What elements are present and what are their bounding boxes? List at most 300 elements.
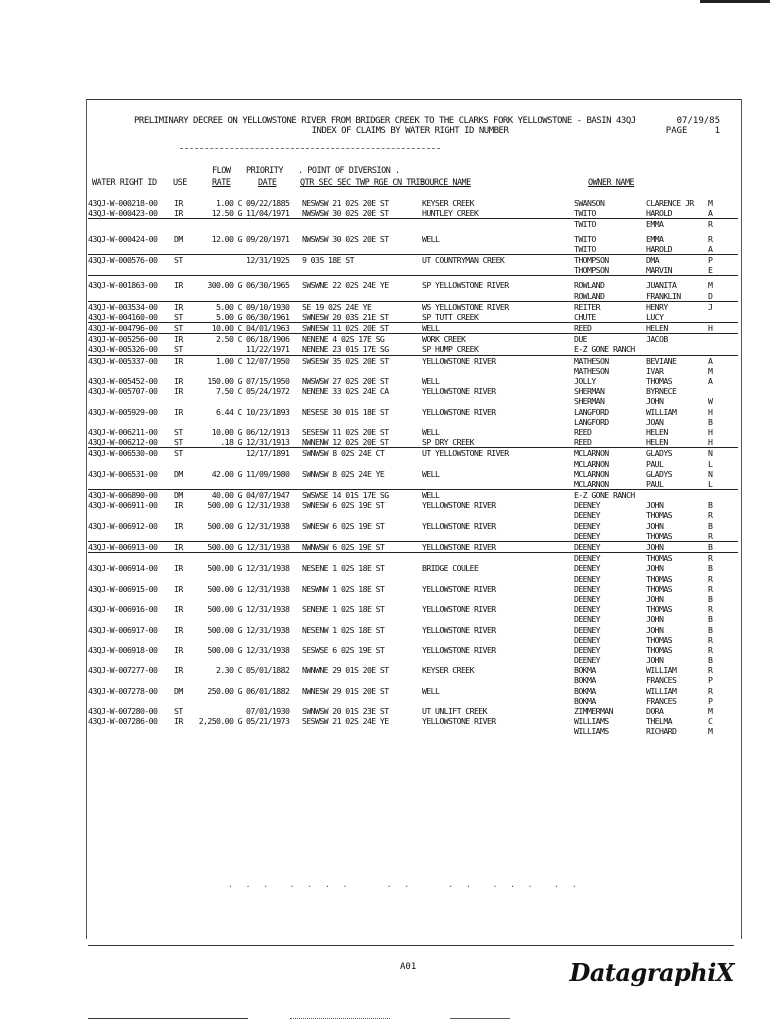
page-frame-top [86, 99, 742, 100]
table-row [88, 655, 738, 665]
priority-date: 06/30/1965 [246, 280, 290, 291]
flow-rate: 150.00 G [207, 376, 242, 386]
water-right-id: 43QJ-W-005452-00 [88, 376, 158, 386]
point-of-diversion: NWNWSW 6 02S 19E ST [302, 542, 385, 552]
point-of-diversion: NENENE 4 02S 17E SG [302, 334, 385, 345]
owner-first-name: JOHN [646, 396, 664, 407]
table-row [88, 635, 738, 645]
owner-last-name: TWITO [574, 208, 596, 219]
priority-date: 11/04/1971 [246, 208, 290, 219]
owner-last-name: BOKMA [574, 665, 596, 676]
owner-first-name: THOMAS [646, 530, 672, 541]
point-of-diversion: NWNENW 12 02S 20E ST [302, 437, 389, 448]
owner-first-name: BEVIANE [646, 355, 677, 366]
owner-first-name: THOMAS [646, 376, 672, 386]
table-row [88, 417, 738, 427]
owner-first-name: JUANITA [646, 280, 677, 291]
point-of-diversion: 9 03S 18E ST [302, 254, 354, 265]
use-code: IR [174, 406, 183, 417]
table-row [88, 521, 738, 531]
point-of-diversion: SWNESW 11 02S 20E ST [302, 323, 389, 334]
table-row [88, 510, 738, 520]
priority-date: 11/22/1971 [246, 344, 290, 355]
owner-last-name: DEENEY [574, 520, 600, 531]
table-row [88, 490, 738, 500]
point-of-diversion: SWSWSE 14 01S 17E SG [302, 490, 389, 501]
owner-last-name: SHERMAN [574, 396, 605, 407]
table-row [88, 280, 738, 290]
owner-last-name: SWANSON [574, 198, 605, 208]
owner-first-name: JOHN [646, 520, 664, 531]
source-name: WELL [422, 468, 440, 479]
col-header-owner-name: OWNER NAME [588, 178, 635, 188]
owner-last-name: REITER [574, 301, 600, 312]
owner-last-name: THOMPSON [574, 265, 609, 276]
owner-first-name: JOHN [646, 542, 664, 552]
report-subtitle: INDEX OF CLAIMS BY WATER RIGHT ID NUMBER [311, 126, 509, 136]
use-code: IR [174, 520, 183, 531]
report-date: 07/19/85 [676, 116, 720, 126]
owner-last-name: MATHESON [574, 355, 609, 366]
owner-middle-initial: B [708, 500, 713, 511]
point-of-diversion: SWNESW 6 02S 19E ST [302, 500, 385, 511]
owner-first-name: MARVIN [646, 265, 672, 276]
owner-middle-initial: A [708, 243, 713, 254]
owner-first-name: THOMAS [646, 510, 672, 521]
source-name: WS YELLOWSTONE RIVER [422, 301, 509, 312]
point-of-diversion: NESENW 1 02S 18E ST [302, 624, 385, 635]
use-code: IR [174, 208, 183, 219]
owner-middle-initial: R [708, 573, 713, 584]
water-right-id: 43QJ-W-005326-00 [88, 344, 158, 355]
table-row [88, 208, 738, 219]
source-name: KEYSER CREEK [422, 198, 474, 208]
priority-date: 11/09/1980 [246, 468, 290, 479]
owner-first-name: WILLIAM [646, 665, 677, 676]
owner-first-name: HELEN [646, 426, 668, 437]
owner-last-name: JOLLY [574, 376, 596, 386]
owner-last-name: DEENEY [574, 510, 600, 521]
owner-first-name: THELMA [646, 716, 672, 727]
flow-rate: 12.00 G [211, 233, 242, 244]
source-name: WELL [422, 685, 440, 696]
use-code: ST [174, 254, 183, 265]
flow-rate: 2.50 C [216, 334, 242, 345]
flow-rate: 500.00 G [207, 563, 242, 574]
owner-last-name: DEENEY [574, 634, 600, 645]
owner-last-name: MATHESON [574, 365, 609, 376]
owner-first-name: BYRNECE [646, 386, 677, 397]
water-right-id: 43QJ-W-006531-00 [88, 468, 158, 479]
owner-first-name: JOHN [646, 563, 664, 574]
use-code: IR [174, 376, 183, 386]
flow-rate: 42.00 G [211, 468, 242, 479]
table-row [88, 334, 738, 344]
footer-rule [88, 945, 734, 946]
col-header-flow: FLOW [212, 166, 231, 176]
owner-last-name: E-Z GONE RANCH [574, 344, 635, 355]
owner-middle-initial: B [708, 520, 713, 531]
use-code: IR [174, 542, 183, 552]
water-right-id: 43QJ-W-005929-00 [88, 406, 158, 417]
water-right-id: 43QJ-W-006530-00 [88, 448, 158, 459]
priority-date: 05/01/1882 [246, 665, 290, 676]
water-right-id: 43QJ-W-007280-00 [88, 706, 158, 716]
owner-last-name: DUE [574, 334, 587, 345]
source-name: YELLOWSTONE RIVER [422, 624, 496, 635]
water-right-id: 43QJ-W-006912-00 [88, 520, 158, 531]
owner-first-name: JOHN [646, 593, 664, 604]
priority-date: 12/31/1938 [246, 604, 290, 615]
use-code: IR [174, 604, 183, 615]
owner-middle-initial: R [708, 634, 713, 645]
owner-middle-initial: M [708, 706, 713, 716]
owner-last-name: DEENEY [574, 593, 600, 604]
owner-first-name: JOHN [646, 614, 664, 625]
table-row [88, 584, 738, 594]
source-name: YELLOWSTONE RIVER [422, 386, 496, 397]
table-row [88, 665, 738, 675]
table-row [88, 459, 738, 469]
use-code: DM [174, 685, 183, 696]
use-code: ST [174, 311, 183, 322]
point-of-diversion: SWNWSW 8 02S 24E YE [302, 468, 385, 479]
priority-date: 12/31/1925 [246, 254, 290, 265]
source-name: SP HUMP CREEK [422, 344, 479, 355]
point-of-diversion: NWNESW 29 01S 20E ST [302, 685, 389, 696]
use-code: IR [174, 716, 183, 727]
owner-last-name: DEENEY [574, 553, 600, 564]
priority-date: 04/01/1963 [246, 323, 290, 334]
point-of-diversion: NWSWSW 30 02S 20E ST [302, 233, 389, 244]
priority-date: 06/18/1906 [246, 334, 290, 345]
owner-last-name: WILLIAMS [574, 726, 609, 737]
water-right-id: 43QJ-W-006914-00 [88, 563, 158, 574]
owner-last-name: SHERMAN [574, 386, 605, 397]
owner-last-name: DEENEY [574, 614, 600, 625]
use-code: ST [174, 706, 183, 716]
flow-rate: 1.00 C [216, 198, 242, 208]
owner-middle-initial: R [708, 665, 713, 676]
flow-rate: 300.00 G [207, 280, 242, 291]
owner-first-name: HELEN [646, 323, 668, 334]
owner-middle-initial: B [708, 614, 713, 625]
owner-middle-initial: R [708, 219, 713, 230]
owner-last-name: DEENEY [574, 500, 600, 511]
owner-last-name: DEENEY [574, 563, 600, 574]
table-row [88, 614, 738, 624]
header-dash-rule [180, 148, 440, 149]
col-header-date: DATE [258, 178, 277, 188]
water-right-id: 43QJ-W-006913-00 [88, 542, 158, 552]
page-indicator [666, 126, 720, 137]
water-right-id: 43QJ-W-000576-00 [88, 254, 158, 265]
owner-first-name: FRANKLIN [646, 290, 681, 301]
table-row [88, 645, 738, 655]
source-name: YELLOWSTONE RIVER [422, 500, 496, 511]
water-right-id: 43QJ-W-005707-00 [88, 386, 158, 397]
owner-first-name: WILLIAM [646, 685, 677, 696]
flow-rate: 500.00 G [207, 644, 242, 655]
owner-middle-initial: M [708, 198, 713, 208]
owner-middle-initial: B [708, 542, 713, 552]
page-number: 1 [714, 126, 720, 136]
water-right-id: 43QJ-W-006918-00 [88, 644, 158, 655]
priority-date: 09/10/1930 [246, 301, 290, 312]
owner-last-name: ROWLAND [574, 280, 605, 291]
owner-first-name: DORA [646, 706, 664, 716]
page-label: PAGE [665, 126, 688, 136]
priority-date: 12/31/1938 [246, 624, 290, 635]
owner-middle-initial: A [708, 208, 713, 219]
scan-edge-mark [700, 0, 770, 3]
owner-middle-initial: H [708, 437, 713, 448]
priority-date: 04/07/1947 [246, 490, 290, 501]
owner-middle-initial: P [708, 675, 713, 686]
datagraphix-logo: DatagraphiX [569, 958, 734, 987]
table-row [88, 594, 738, 604]
owner-middle-initial: A [708, 355, 713, 366]
table-row [88, 625, 738, 635]
priority-date: 05/24/1972 [246, 386, 290, 397]
flow-rate: 5.00 C [216, 301, 242, 312]
owner-first-name: THOMAS [646, 644, 672, 655]
owner-middle-initial: A [708, 376, 713, 386]
priority-date: 09/20/1971 [246, 233, 290, 244]
use-code: IR [174, 624, 183, 635]
claims-table [88, 198, 738, 737]
source-name: YELLOWSTONE RIVER [422, 355, 496, 366]
owner-first-name: THOMAS [646, 604, 672, 615]
owner-first-name: FRANCES [646, 675, 677, 686]
owner-last-name: DEENEY [574, 530, 600, 541]
point-of-diversion: NWSWSW 30 02S 20E ST [302, 208, 389, 219]
owner-middle-initial: B [708, 655, 713, 666]
owner-first-name: IVAR [646, 365, 664, 376]
table-row [88, 448, 738, 458]
bottom-rule-short [450, 1018, 510, 1019]
water-right-id: 43QJ-W-000423-00 [88, 208, 158, 219]
owner-first-name: JACOB [646, 334, 668, 345]
owner-last-name: TWITO [574, 219, 596, 230]
water-right-id: 43QJ-W-006211-00 [88, 426, 158, 437]
owner-last-name: WILLIAMS [574, 716, 609, 727]
table-row [88, 604, 738, 614]
point-of-diversion: SWNWSW 20 01S 23E ST [302, 706, 389, 716]
use-code: ST [174, 448, 183, 459]
owner-middle-initial: B [708, 416, 713, 427]
owner-last-name: DEENEY [574, 542, 600, 552]
owner-last-name: THOMPSON [574, 254, 609, 265]
priority-date: 12/17/1891 [246, 448, 290, 459]
use-code: ST [174, 426, 183, 437]
owner-first-name: JOHN [646, 655, 664, 666]
owner-middle-initial: L [708, 458, 713, 469]
source-name: YELLOWSTONE RIVER [422, 604, 496, 615]
owner-last-name: REED [574, 323, 592, 334]
trailing-dots: . . . . . . . . . . . . . . . . [228, 880, 581, 889]
water-right-id: 43QJ-W-006916-00 [88, 604, 158, 615]
source-name: YELLOWSTONE RIVER [422, 716, 496, 727]
flow-rate: 2,250.00 G [198, 716, 242, 727]
source-name: WELL [422, 490, 440, 501]
owner-first-name: LUCY [646, 311, 664, 322]
table-row [88, 563, 738, 573]
table-row [88, 234, 738, 244]
table-row [88, 396, 738, 406]
owner-last-name: DEENEY [574, 583, 600, 594]
page-code: A01 [400, 962, 417, 972]
owner-middle-initial: R [708, 583, 713, 594]
priority-date: 05/21/1973 [246, 716, 290, 727]
point-of-diversion: SWSWNE 22 02S 24E YE [302, 280, 389, 291]
table-row [88, 531, 738, 542]
table-row [88, 386, 738, 396]
flow-rate: 500.00 G [207, 520, 242, 531]
table-row [88, 696, 738, 706]
owner-middle-initial: B [708, 593, 713, 604]
owner-last-name: DEENEY [574, 624, 600, 635]
use-code: ST [174, 344, 183, 355]
priority-date: 12/31/1913 [246, 437, 290, 448]
owner-first-name: EMMA [646, 233, 664, 244]
owner-last-name: DEENEY [574, 604, 600, 615]
use-code: DM [174, 490, 183, 501]
owner-first-name: HAROLD [646, 208, 672, 219]
use-code: IR [174, 665, 183, 676]
water-right-id: 43QJ-W-005337-00 [88, 355, 158, 366]
point-of-diversion: NESESE 30 01S 18E ST [302, 406, 389, 417]
flow-rate: 500.00 G [207, 604, 242, 615]
owner-first-name: THOMAS [646, 583, 672, 594]
flow-rate: 500.00 G [207, 624, 242, 635]
owner-middle-initial: P [708, 254, 713, 265]
flow-rate: 500.00 G [207, 542, 242, 552]
table-row [88, 675, 738, 685]
owner-last-name: ZIMMERMAN [574, 706, 613, 716]
priority-date: 12/31/1938 [246, 644, 290, 655]
source-name: YELLOWSTONE RIVER [422, 542, 496, 552]
owner-middle-initial: N [708, 468, 713, 479]
table-row [88, 716, 738, 726]
owner-middle-initial: M [708, 280, 713, 291]
owner-first-name: HENRY [646, 301, 668, 312]
table-row [88, 356, 738, 366]
table-row [88, 437, 738, 448]
water-right-id: 43QJ-W-006911-00 [88, 500, 158, 511]
use-code: IR [174, 334, 183, 345]
water-right-id: 43QJ-W-007286-00 [88, 716, 158, 727]
col-header-source-name: SOURCE NAME [420, 178, 471, 188]
flow-rate: 10.00 C [211, 323, 242, 334]
col-header-use: USE [173, 178, 187, 188]
owner-last-name: MCLARNON [574, 468, 609, 479]
page-frame-left [86, 99, 87, 939]
priority-date: 06/01/1882 [246, 685, 290, 696]
owner-last-name: E-Z GONE RANCH [574, 490, 635, 501]
priority-date: 07/01/1930 [246, 706, 290, 716]
water-right-id: 43QJ-W-006915-00 [88, 583, 158, 594]
owner-last-name: REED [574, 437, 592, 448]
owner-first-name: THOMAS [646, 553, 672, 564]
water-right-id: 43QJ-W-000424-00 [88, 233, 158, 244]
page-frame-right [741, 99, 742, 939]
owner-first-name: EMMA [646, 219, 664, 230]
flow-rate: 1.00 C [216, 355, 242, 366]
priority-date: 12/31/1938 [246, 542, 290, 552]
owner-middle-initial: H [708, 426, 713, 437]
point-of-diversion: NENENE 23 01S 17E SG [302, 344, 389, 355]
owner-first-name: DMA [646, 254, 659, 265]
owner-first-name: JOHN [646, 500, 664, 511]
col-header-rate: RATE [212, 178, 231, 188]
table-row [88, 542, 738, 553]
use-code: IR [174, 355, 183, 366]
owner-last-name: BOKMA [574, 675, 596, 686]
priority-date: 12/31/1938 [246, 520, 290, 531]
owner-first-name: GLADYS [646, 468, 672, 479]
point-of-diversion: NWNWNE 29 01S 20E ST [302, 665, 389, 676]
point-of-diversion: NESENE 1 02S 18E ST [302, 563, 385, 574]
source-name: UT YELLOWSTONE RIVER [422, 448, 509, 459]
owner-middle-initial: P [708, 695, 713, 706]
table-row [88, 291, 738, 302]
owner-middle-initial: J [708, 301, 713, 312]
priority-date: 06/12/1913 [246, 426, 290, 437]
table-row [88, 312, 738, 323]
use-code: IR [174, 500, 183, 511]
owner-middle-initial: R [708, 233, 713, 244]
source-name: YELLOWSTONE RIVER [422, 644, 496, 655]
use-code: ST [174, 323, 183, 334]
flow-rate: 500.00 G [207, 583, 242, 594]
priority-date: 10/23/1893 [246, 406, 290, 417]
table-row [88, 344, 738, 355]
owner-last-name: DEENEY [574, 573, 600, 584]
owner-middle-initial: W [708, 396, 713, 407]
flow-rate: 10.00 G [211, 426, 242, 437]
owner-middle-initial: R [708, 530, 713, 541]
owner-middle-initial: M [708, 726, 713, 737]
flow-rate: 6.44 C [216, 406, 242, 417]
flow-rate: 2.30 C [216, 665, 242, 676]
table-row [88, 574, 738, 584]
col-header-point-of-diversion: . POINT OF DIVERSION . [298, 166, 400, 176]
point-of-diversion: SWNESW 20 03S 21E ST [302, 311, 389, 322]
use-code: DM [174, 468, 183, 479]
source-name: YELLOWSTONE RIVER [422, 583, 496, 594]
point-of-diversion: NWSWSW 27 02S 20E ST [302, 376, 389, 386]
source-name: SP YELLOWSTONE RIVER [422, 280, 509, 291]
owner-last-name: BOKMA [574, 685, 596, 696]
priority-date: 09/22/1885 [246, 198, 290, 208]
source-name: WORK CREEK [422, 334, 466, 345]
source-name: YELLOWSTONE RIVER [422, 520, 496, 531]
owner-middle-initial: R [708, 685, 713, 696]
owner-first-name: GLADYS [646, 448, 672, 459]
owner-first-name: JOAN [646, 416, 664, 427]
water-right-id: 43QJ-W-000218-00 [88, 198, 158, 208]
water-right-id: 43QJ-W-006212-00 [88, 437, 158, 448]
owner-last-name: DEENEY [574, 644, 600, 655]
owner-first-name: THOMAS [646, 573, 672, 584]
water-right-id: 43QJ-W-001863-00 [88, 280, 158, 291]
owner-middle-initial: R [708, 510, 713, 521]
priority-date: 12/31/1938 [246, 500, 290, 511]
owner-middle-initial: H [708, 406, 713, 417]
use-code: ST [174, 437, 183, 448]
use-code: IR [174, 198, 183, 208]
